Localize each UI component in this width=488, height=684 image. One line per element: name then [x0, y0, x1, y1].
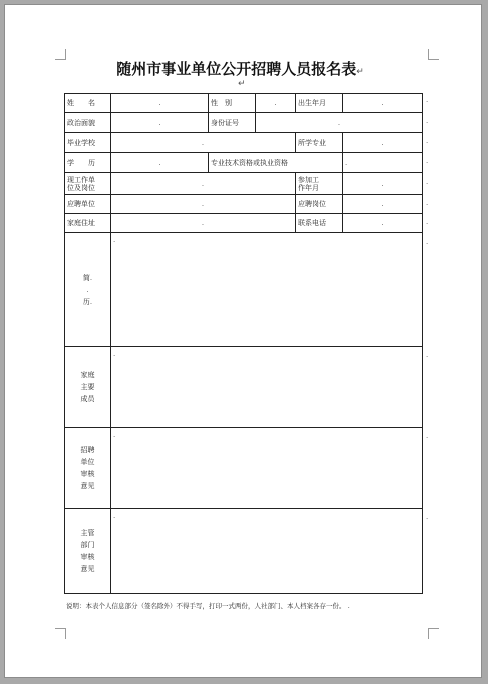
- cell-major[interactable]: .: [343, 133, 423, 153]
- cell-politics[interactable]: .: [111, 113, 209, 133]
- label-graduate-school: 毕业学校: [65, 133, 111, 153]
- row-work-unit: [65, 173, 423, 195]
- label-work-start: 参加工 作年月: [296, 173, 343, 195]
- cell-id-number[interactable]: .: [256, 113, 423, 133]
- form-note: 说明：本表个人信息部分（签名除外）不得手写，打印一式两份，人社部门、本人档案各存一份。 .: [66, 602, 350, 610]
- label-major: 所学专业: [296, 133, 343, 153]
- label-politics: 政治面貌: [65, 113, 111, 133]
- row-school-major: [65, 133, 423, 153]
- label-address: 家庭住址: [65, 214, 111, 233]
- label-family: 家庭 主要 成员: [65, 347, 111, 428]
- row-end-mark: .: [426, 432, 429, 440]
- cell-education[interactable]: .: [111, 153, 209, 173]
- label-name: 姓 名: [65, 94, 111, 113]
- row-apply: [65, 195, 423, 214]
- margin-corner-top-right: [428, 49, 439, 60]
- row-resume: [65, 233, 423, 347]
- row-end-mark: .: [426, 513, 429, 521]
- cell-resume[interactable]: .: [111, 233, 423, 347]
- row-end-mark: .: [426, 137, 429, 145]
- cell-graduate-school[interactable]: .: [111, 133, 296, 153]
- row-basic-info: [65, 94, 423, 113]
- row-address-phone: [65, 214, 423, 233]
- cell-birth[interactable]: .: [343, 94, 423, 113]
- cell-unit-review[interactable]: .: [111, 428, 423, 509]
- cell-address[interactable]: .: [111, 214, 296, 233]
- cell-gender[interactable]: .: [256, 94, 296, 113]
- label-qualification: 专业技术资格或执业资格: [209, 153, 343, 173]
- row-end-mark: .: [426, 218, 429, 226]
- label-apply-unit: 应聘单位: [65, 195, 111, 214]
- label-unit-review: 招聘 单位 审核 意见: [65, 428, 111, 509]
- row-end-mark: .: [426, 117, 429, 125]
- cell-work-unit[interactable]: .: [111, 173, 296, 195]
- cell-apply-unit[interactable]: .: [111, 195, 296, 214]
- cell-work-start[interactable]: .: [343, 173, 423, 195]
- cell-apply-post[interactable]: .: [343, 195, 423, 214]
- row-end-mark: .: [426, 96, 429, 104]
- paragraph-mark: ↵: [238, 79, 246, 89]
- row-end-mark: .: [426, 178, 429, 186]
- row-end-mark: .: [426, 157, 429, 165]
- label-dept-review: 主管 部门 审核 意见: [65, 509, 111, 594]
- label-birth: 出生年月: [296, 94, 343, 113]
- form-title: [60, 58, 420, 79]
- label-phone: 联系电话: [296, 214, 343, 233]
- registration-form-table: [64, 93, 423, 594]
- cell-qualification[interactable]: .: [343, 153, 423, 173]
- label-resume: 简. . 历.: [65, 233, 111, 347]
- margin-corner-bottom-left: [55, 628, 66, 639]
- paragraph-mark: ↵: [356, 67, 364, 77]
- label-id-number: 身份证号: [209, 113, 256, 133]
- row-family: [65, 347, 423, 428]
- cell-family[interactable]: .: [111, 347, 423, 428]
- margin-corner-bottom-right: [428, 628, 439, 639]
- row-end-mark: .: [426, 238, 429, 246]
- row-end-mark: .: [426, 199, 429, 207]
- note-text: 说明：本表个人信息部分（签名除外）不得手写，打印一式两份，人社部门、本人档案各存一份。: [66, 602, 346, 610]
- label-work-unit: 现工作单 位及岗位: [65, 173, 111, 195]
- cell-phone[interactable]: .: [343, 214, 423, 233]
- cell-dept-review[interactable]: .: [111, 509, 423, 594]
- row-dept-review: [65, 509, 423, 594]
- cell-name[interactable]: .: [111, 94, 209, 113]
- label-gender: 性 别: [209, 94, 256, 113]
- row-unit-review: [65, 428, 423, 509]
- label-apply-post: 应聘岗位: [296, 195, 343, 214]
- row-end-mark: .: [426, 351, 429, 359]
- row-politics-id: [65, 113, 423, 133]
- row-education: [65, 153, 423, 173]
- label-education: 学 历: [65, 153, 111, 173]
- title-text: 随州市事业单位公开招聘人员报名表: [116, 60, 357, 78]
